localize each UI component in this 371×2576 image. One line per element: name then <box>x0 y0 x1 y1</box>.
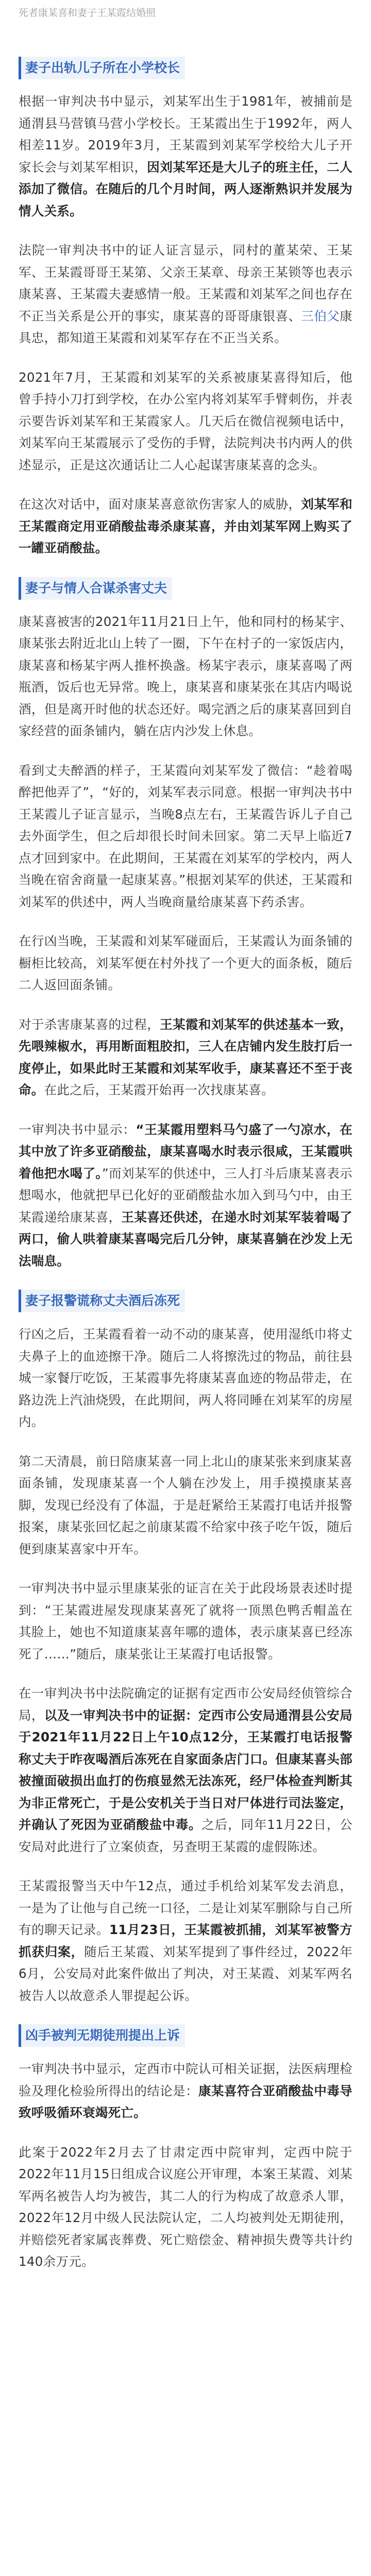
text-run: 王某霞报警当天中午12点，通过手机给刘某军发去消息，一是为了让他与自己统一口径，二是让刘某军删除与自己所有的聊天记录。 <box>19 1878 352 1937</box>
text-run: 对于杀害康某喜的过程， <box>19 1016 160 1032</box>
article-section <box>19 57 352 560</box>
text-run: 随后王某霞、刘某军提到了事件经过，2022年6月，公安局对此案件做出了判决，对王某霞、刘某军两名被告人以故意杀人罪提起公诉。 <box>19 1944 353 2003</box>
text-run: 行凶之后，王某霞看着一动不动的康某喜，使用湿纸巾将丈夫鼻子上的血迹擦干净。随后二人将擦洗过的物品，前往县城一家餐厅吃饭，王某霞事先将康某喜血迹的物品带走，在路边洗上汽油烧毁，在此期间，两人将同睡在刘某军的房屋内。 <box>19 1327 352 1429</box>
section-heading: 妻子出轨儿子所在小学校长 <box>19 57 185 79</box>
text-run: 法院一审判决书中的证人证言显示，同村的董某荣、王某军、王某霞哥哥王某第、父亲王某章、母亲王某锁等也表示康某喜、王某霞夫妻感情一般。王某霞和刘某军之间也存在不正当关系是公开的事实，康某喜的哥哥康银喜、 <box>19 243 352 324</box>
bold-text: “王某霞用塑料马勺盛了一勺凉水，在其中放了许多亚硝酸盐，康某喜喝水时表示很咸，王某霞哄着他把水喝了。 <box>19 1122 352 1181</box>
text-run: 康某喜被害的2021年11月21日上午，他和同村的杨某宇、康某张去附近北山上转了一圈，下午在村子的一家饭店内，康某喜和杨某宇两人推杯换盏。杨某宇表示，康某喜喝了两瓶酒，饭后也无异常。晚上，康某喜和康某张在其店内喝说酒，但是离开时他的状态还好。喝完酒之后的康某喜回到自家经营的面条铺内，躺在店内沙发上休息。 <box>19 614 352 738</box>
article-section <box>19 2024 352 2273</box>
paragraph <box>19 760 352 913</box>
paragraph <box>19 240 352 349</box>
paragraph <box>19 930 352 996</box>
paragraph <box>19 1578 352 1665</box>
paragraph <box>19 1119 352 1273</box>
bold-text: 王某霞和刘某军的供述基本一致，先喂辣椒水，再用断面粗胶扣，三人在店铺内发生肢打后一度停止，如果此时王某霞和刘某军收手，康某喜还不至于丧命。 <box>19 1016 352 1097</box>
bold-text: 刘某军和王某霞商定用亚硝酸盐毒杀康某喜，并由刘某军网上购买了一罐亚硝酸盐。 <box>19 497 352 555</box>
text-run: 在此之后，王某霞开始再一次找康某喜。 <box>44 1082 275 1097</box>
text-run: 此案于2022年2月去了甘肃定西中院审判，定西中院于2022年11月15日组成合议庭公开审理，本案王某霞、刘某军两名被告人均为被告，其二人的行为构成了故意杀人罪，2022年12月中级人民法院认定，二人均被判处无期徒刑，并赔偿死者家属丧葬费、死亡赔偿金、精神损失费等共计约140余万元。 <box>19 2144 352 2269</box>
text-run: 一审判决书中显示里康某张的证言在关于此段场景表述时提到：“王某霞进屋发现康某喜死了就将一顶黑色鸭舌帽盖在其脸上，她也不知道康某喜年哪的遗体，表示康某喜已经冻死了……”随后，康某张让王某霞打电话报警。 <box>19 1581 352 1662</box>
text-run: 第二天清晨，前日陪康某喜一同上北山的康某张来到康某喜面条铺，发现康某喜一个人躺在沙发上，用手摸摸康某喜脚，发现已经没有了体温，于是赶紧给王某霞打电话并报警报案，康某张回忆起之前康某霞不给家中孩子吃午饭，随后便到康某喜家中开车。 <box>19 1453 352 1556</box>
text-run: 在这次对话中，面对康某喜意欲伤害家人的威胁， <box>19 497 301 512</box>
article-section <box>19 1290 352 2007</box>
paragraph <box>19 1014 352 1101</box>
bold-text: 以及一审判决书中的证据：定西市公安局通渭县公安局于2021年11月22日上午10点12分，王某霞打电话报警称丈夫于昨夜喝酒后冻死在自家面条店门口。但康某喜头部被撞面破损出血打的伤痕显然无法冻死，经尸体检查判断其为非正常死亡，于是公安机关于当日对尸体进行司法鉴定，并确认了死因为亚硝酸盐中毒。 <box>19 1707 352 1832</box>
text-run: 一审判决书中显示，定西市中院认可相关证据，法医病理检验及理化检验所得出的结论是： <box>19 2061 352 2098</box>
paragraph <box>19 1451 352 1561</box>
paragraph <box>19 91 352 222</box>
article-body <box>19 57 352 2273</box>
paragraph <box>19 2058 352 2124</box>
paragraph <box>19 611 352 742</box>
section-heading: 凶手被判无期徒刑提出上诉 <box>19 2024 185 2047</box>
photo-placeholder <box>19 24 352 34</box>
paragraph <box>19 1683 352 1858</box>
paragraph <box>19 1875 352 2007</box>
text-run: 在一审判决书中法院确定的证据有定西市公安局经侦管综合局， <box>19 1686 352 1723</box>
text-run: 一审判决书中显示： <box>19 1122 136 1137</box>
bold-text: 11月23日，王某霞被抓捕，刘某军被警方抓获归案， <box>19 1922 352 1959</box>
text-run: 在行凶当晚，王某霞和刘某军碰面后，王某霞认为面条铺的橱柜比较高，刘某军便在村外找了一个更大的面条板，随后二人返回面条铺。 <box>19 934 352 992</box>
text-run: 看到丈夫醉酒的样子，王某霞向刘某军发了微信：“趁着喝醉把他弄了”，“好的，刘某军表示同意。根据一审判决书中王某霞儿子证言显示，当晚8点左右，王某霞告诉儿子自己去外面学生，但之后却很长时间未回家。第二天早上临近7点才回到家中。在此期间，王某霞在刘某军的学校内，两人当晚在宿舍商量一起康某喜。”根据刘某军的供述，王某霞和刘某军的供述中，两人当晚商量给康某喜下药杀害。 <box>19 762 352 909</box>
text-run: 根据一审判决书中显示，刘某军出生于1981年，被捕前是通渭县马营镇马营小学校长。王某霞出生于1992年，两人相差11岁。2019年3月，王某霞到刘某军学校给大儿子开家长会与刘某军相识， <box>19 94 352 175</box>
text-run: 之后，同年11月22日，公安局对此进行了立案侦查，另查明王某霞的虚假陈述。 <box>19 1817 353 1854</box>
section-heading: 妻子与情人合谋杀害丈夫 <box>19 577 172 600</box>
bold-text: 王某喜还供述，在递水时刘某军装着喝了两口，偷人哄着康某喜喝完后几分钟，康某喜躺在沙发上无法喘息。 <box>19 1209 352 1268</box>
bold-text: 因刘某军还是大儿子的班主任，二人添加了微信。在随后的几个月时间，两人逐渐熟识并发展为情人关系。 <box>19 159 352 218</box>
text-run: ”而刘某军的供述中，三人打斗后康某喜表示想喝水，他就把早已化好的亚硝酸盐水加入到马勺中，由王某霞递给康某喜， <box>19 1165 352 1225</box>
paragraph <box>19 1324 352 1433</box>
bold-text: 康某喜符合亚硝酸盐中毒导致呼吸循环衰竭死亡。 <box>19 2083 352 2120</box>
text-run: 康具忠，都知道王某霞和刘某军存在不正当关系。 <box>19 308 352 345</box>
article-section <box>19 577 352 1273</box>
photo-caption: 死者康某喜和妻子王某霞结婚照 <box>19 7 156 19</box>
paragraph <box>19 494 352 560</box>
paragraph <box>19 2142 352 2273</box>
text-run: 2021年7月，王某霞和刘某军的关系被康某喜得知后，他曾手持小刀打到学校，在办公室内将刘某军手臂刺伤，并表示要告诉刘某军和王某霞家人。几天后在微信视频电话中，刘某军向王某霞展示了受伤的手臂，法院判决书内两人的供述显示，正是这次通话让二人心起谋害康某喜的念头。 <box>19 369 352 472</box>
paragraph <box>19 367 352 477</box>
section-heading: 妻子报警谎称丈夫酒后冻死 <box>19 1290 185 1312</box>
inline-link[interactable]: 三伯父 <box>301 308 340 324</box>
